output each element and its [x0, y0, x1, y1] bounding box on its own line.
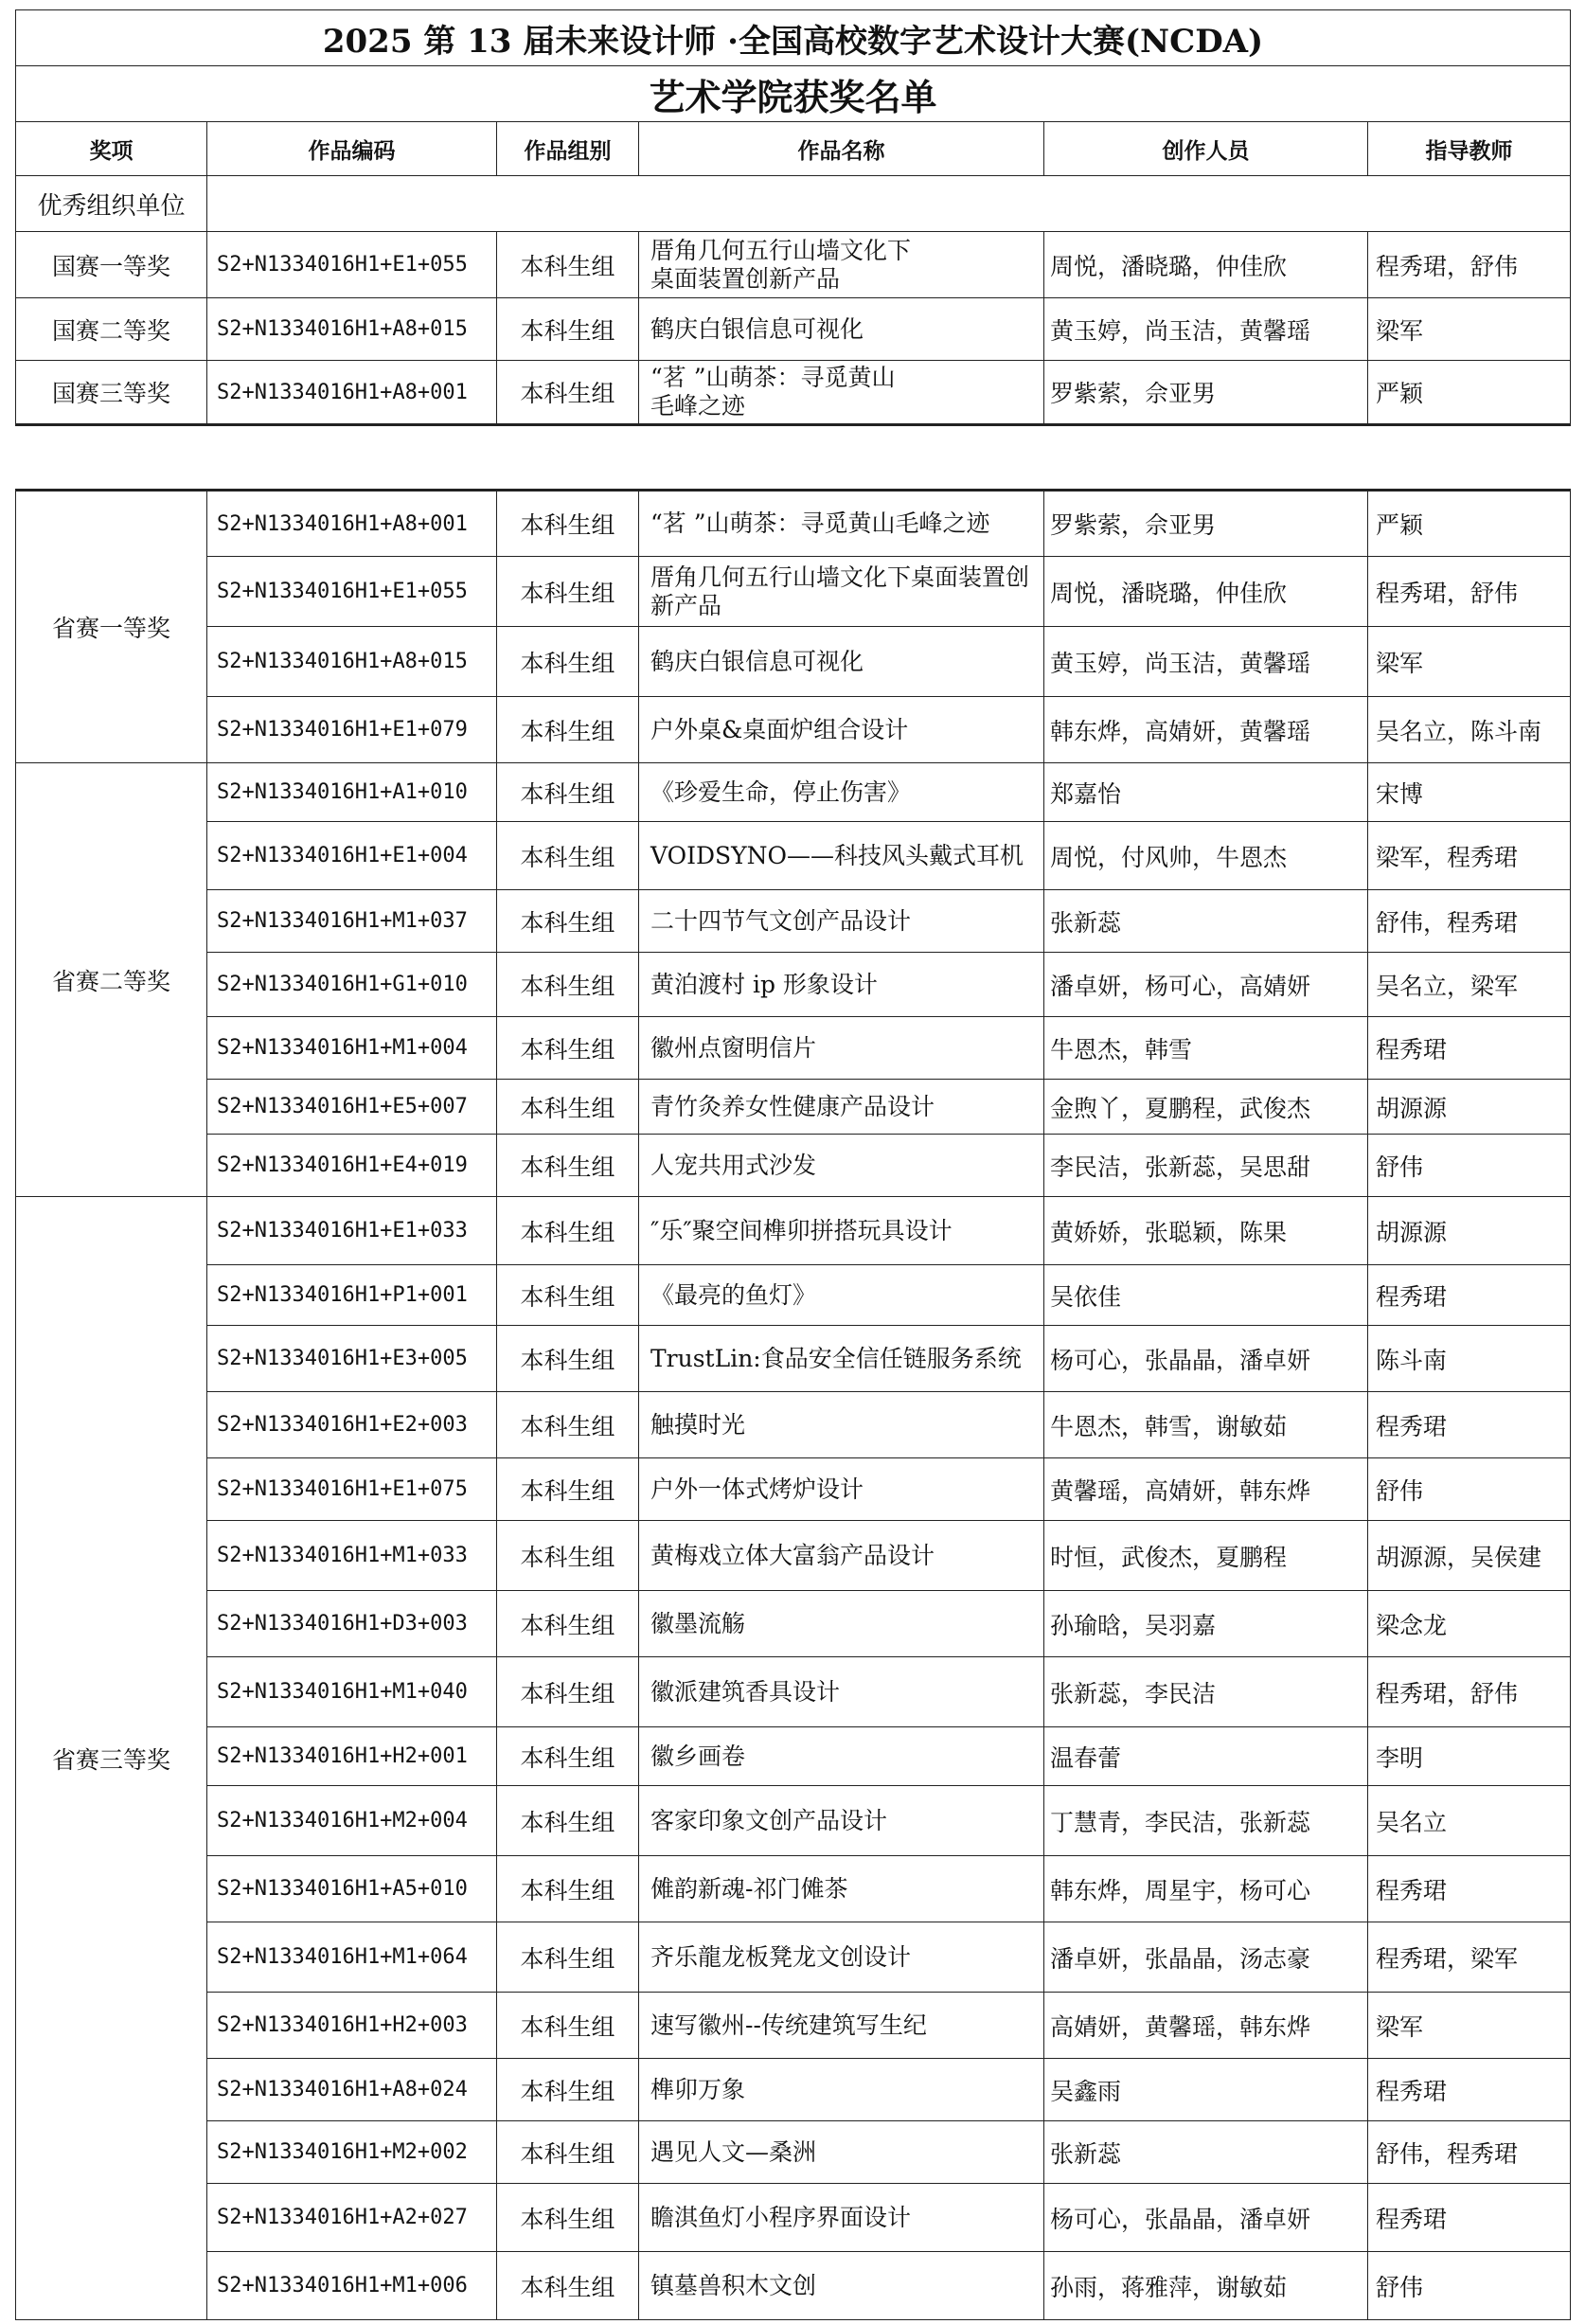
work-code: S2+N1334016H1+P1+001 [207, 1265, 497, 1326]
header-people: 创作人员 [1044, 122, 1368, 176]
work-group: 本科生组 [497, 557, 639, 627]
work-title: 青竹灸养女性健康产品设计 [639, 1080, 1044, 1135]
table-row [16, 822, 1571, 890]
work-group: 本科生组 [497, 1197, 639, 1265]
work-code: S2+N1334016H1+E2+003 [207, 1392, 497, 1458]
section-gap [16, 425, 1571, 491]
work-creators: 黄馨瑶，高婧妍，韩东烨 [1044, 1458, 1368, 1521]
work-code: S2+N1334016H1+A5+010 [207, 1856, 497, 1922]
work-creators: 张新蕊，李民洁 [1044, 1657, 1368, 1727]
work-title: 徽墨流觞 [639, 1591, 1044, 1657]
table-row [16, 763, 1571, 822]
table-row [16, 953, 1571, 1017]
work-code: S2+N1334016H1+A8+024 [207, 2059, 497, 2121]
table-row [16, 557, 1571, 627]
work-title: 镇墓兽积木文创 [639, 2252, 1044, 2320]
work-creators: 黄娇娇，张聪颖，陈果 [1044, 1197, 1368, 1265]
work-creators: 张新蕊 [1044, 890, 1368, 953]
work-advisors: 严颖 [1368, 491, 1571, 557]
header-code: 作品编码 [207, 122, 497, 176]
work-advisors: 胡源源 [1368, 1197, 1571, 1265]
work-code: S2+N1334016H1+E3+005 [207, 1326, 497, 1392]
work-advisors: 梁军 [1368, 298, 1571, 361]
work-group: 本科生组 [497, 1657, 639, 1727]
work-advisors: 胡源源 [1368, 1080, 1571, 1135]
work-creators: 吴鑫雨 [1044, 2059, 1368, 2121]
table-row [16, 1856, 1571, 1922]
header-teacher: 指导教师 [1368, 122, 1571, 176]
work-creators: 温春蕾 [1044, 1727, 1368, 1786]
work-code: S2+N1334016H1+E5+007 [207, 1080, 497, 1135]
work-title: 客家印象文创产品设计 [639, 1786, 1044, 1856]
work-code: S2+N1334016H1+A8+001 [207, 361, 497, 425]
work-group: 本科生组 [497, 2059, 639, 2121]
work-title: VOIDSYNO——科技风头戴式耳机 [639, 822, 1044, 890]
work-title: 速写徽州--传统建筑写生纪 [639, 1993, 1044, 2059]
award-level: 省赛一等奖 [16, 491, 207, 763]
work-creators: 时恒，武俊杰，夏鹏程 [1044, 1521, 1368, 1591]
work-title: 鹤庆白银信息可视化 [639, 627, 1044, 697]
work-creators: 吴依佳 [1044, 1265, 1368, 1326]
work-title: 《最亮的鱼灯》 [639, 1265, 1044, 1326]
work-creators: 潘卓妍，张晶晶，汤志豪 [1044, 1922, 1368, 1993]
work-advisors: 程秀珺 [1368, 1017, 1571, 1080]
work-group: 本科生组 [497, 1993, 639, 2059]
work-title: 徽乡画卷 [639, 1727, 1044, 1786]
work-advisors: 程秀珺，梁军 [1368, 1922, 1571, 1993]
work-title: 傩韵新魂-祁门傩茶 [639, 1856, 1044, 1922]
work-group: 本科生组 [497, 2184, 639, 2252]
table-row [16, 232, 1571, 298]
work-advisors: 舒伟，程秀珺 [1368, 890, 1571, 953]
work-title: 二十四节气文创产品设计 [639, 890, 1044, 953]
work-advisors: 宋博 [1368, 763, 1571, 822]
work-title: 《珍爱生命，停止伤害》 [639, 763, 1044, 822]
work-creators: 郑嘉怡 [1044, 763, 1368, 822]
work-title: 徽州点窗明信片 [639, 1017, 1044, 1080]
work-creators: 潘卓妍，杨可心，高婧妍 [1044, 953, 1368, 1017]
work-advisors: 吴名立，梁军 [1368, 953, 1571, 1017]
work-group: 本科生组 [497, 2252, 639, 2320]
header-award: 奖项 [16, 122, 207, 176]
work-advisors: 程秀珺 [1368, 1392, 1571, 1458]
work-group: 本科生组 [497, 232, 639, 298]
work-creators: 周悦，付风帅，牛恩杰 [1044, 822, 1368, 890]
work-title: 触摸时光 [639, 1392, 1044, 1458]
header-row [16, 122, 1571, 176]
work-advisors: 严颖 [1368, 361, 1571, 425]
work-creators: 李民洁，张新蕊，吴思甜 [1044, 1135, 1368, 1197]
org-award-value [207, 176, 1571, 232]
work-group: 本科生组 [497, 1017, 639, 1080]
work-creators: 杨可心，张晶晶，潘卓妍 [1044, 2184, 1368, 2252]
table-row [16, 1265, 1571, 1326]
work-creators: 张新蕊 [1044, 2121, 1368, 2184]
work-code: S2+N1334016H1+A8+001 [207, 491, 497, 557]
work-code: S2+N1334016H1+E1+004 [207, 822, 497, 890]
work-code: S2+N1334016H1+E1+055 [207, 557, 497, 627]
work-advisors: 舒伟 [1368, 2252, 1571, 2320]
work-title: 徽派建筑香具设计 [639, 1657, 1044, 1727]
work-code: S2+N1334016H1+E1+079 [207, 697, 497, 763]
work-advisors: 程秀珺，舒伟 [1368, 1657, 1571, 1727]
table-row [16, 1657, 1571, 1727]
table-row [16, 1326, 1571, 1392]
work-group: 本科生组 [497, 1135, 639, 1197]
work-group: 本科生组 [497, 1265, 639, 1326]
table-row [16, 491, 1571, 557]
award-level: 国赛二等奖 [16, 298, 207, 361]
table-row [16, 2252, 1571, 2320]
work-code: S2+N1334016H1+A1+010 [207, 763, 497, 822]
work-title: TrustLin:食品安全信任链服务系统 [639, 1326, 1044, 1392]
work-advisors: 程秀珺，舒伟 [1368, 232, 1571, 298]
work-advisors: 吴名立，陈斗南 [1368, 697, 1571, 763]
work-code: S2+N1334016H1+M2+004 [207, 1786, 497, 1856]
work-title: 户外桌&桌面炉组合设计 [639, 697, 1044, 763]
work-code: S2+N1334016H1+E1+055 [207, 232, 497, 298]
work-advisors: 程秀珺 [1368, 1265, 1571, 1326]
document-title: 2025 第 13 届未来设计师 ·全国高校数字艺术设计大赛(NCDA) [16, 10, 1571, 66]
work-group: 本科生组 [497, 1521, 639, 1591]
work-creators: 牛恩杰，韩雪 [1044, 1017, 1368, 1080]
table-row [16, 697, 1571, 763]
work-group: 本科生组 [497, 1392, 639, 1458]
work-advisors: 程秀珺，舒伟 [1368, 557, 1571, 627]
work-creators: 孙瑜晗，吴羽嘉 [1044, 1591, 1368, 1657]
work-code: S2+N1334016H1+A8+015 [207, 298, 497, 361]
work-group: 本科生组 [497, 1326, 639, 1392]
work-title: 人宠共用式沙发 [639, 1135, 1044, 1197]
work-code: S2+N1334016H1+M1+006 [207, 2252, 497, 2320]
work-title: 厝角几何五行山墙文化下 桌面装置创新产品 [639, 232, 1044, 298]
work-creators: 丁慧青，李民洁，张新蕊 [1044, 1786, 1368, 1856]
award-table [15, 9, 1571, 2320]
org-award-label: 优秀组织单位 [16, 176, 207, 232]
work-group: 本科生组 [497, 2121, 639, 2184]
work-code: S2+N1334016H1+H2+003 [207, 1993, 497, 2059]
work-advisors: 胡源源，吴侯建 [1368, 1521, 1571, 1591]
work-code: S2+N1334016H1+M1+033 [207, 1521, 497, 1591]
table-row [16, 298, 1571, 361]
table-row [16, 627, 1571, 697]
work-advisors: 程秀珺 [1368, 2184, 1571, 2252]
work-group: 本科生组 [497, 1591, 639, 1657]
work-title: 厝角几何五行山墙文化下桌面装置创 新产品 [639, 557, 1044, 627]
org-award-row [16, 176, 1571, 232]
work-code: S2+N1334016H1+G1+010 [207, 953, 497, 1017]
table-row [16, 1521, 1571, 1591]
table-row [16, 1727, 1571, 1786]
table-row [16, 2184, 1571, 2252]
work-title: “茗 ”山萌茶：寻觅黄山毛峰之迹 [639, 491, 1044, 557]
work-advisors: 吴名立 [1368, 1786, 1571, 1856]
work-creators: 周悦，潘晓璐，仲佳欣 [1044, 557, 1368, 627]
work-group: 本科生组 [497, 298, 639, 361]
work-code: S2+N1334016H1+A8+015 [207, 627, 497, 697]
table-row [16, 1135, 1571, 1197]
table-row [16, 890, 1571, 953]
award-list-sheet [15, 9, 1570, 2320]
award-level: 国赛三等奖 [16, 361, 207, 425]
table-row [16, 1080, 1571, 1135]
work-group: 本科生组 [497, 1727, 639, 1786]
work-creators: 牛恩杰，韩雪，谢敏茹 [1044, 1392, 1368, 1458]
work-advisors: 梁念龙 [1368, 1591, 1571, 1657]
work-code: S2+N1334016H1+M1+040 [207, 1657, 497, 1727]
work-code: S2+N1334016H1+E4+019 [207, 1135, 497, 1197]
table-row [16, 1017, 1571, 1080]
work-title: 户外一体式烤炉设计 [639, 1458, 1044, 1521]
work-group: 本科生组 [497, 890, 639, 953]
work-title: 遇见人文—桑洲 [639, 2121, 1044, 2184]
table-row [16, 2059, 1571, 2121]
work-advisors: 梁军，程秀珺 [1368, 822, 1571, 890]
work-creators: 高婧妍，黄馨瑶，韩东烨 [1044, 1993, 1368, 2059]
work-advisors: 梁军 [1368, 627, 1571, 697]
work-creators: 罗紫萦，佘亚男 [1044, 491, 1368, 557]
table-row [16, 1993, 1571, 2059]
work-group: 本科生组 [497, 361, 639, 425]
work-group: 本科生组 [497, 697, 639, 763]
table-row [16, 1392, 1571, 1458]
work-group: 本科生组 [497, 1080, 639, 1135]
work-code: S2+N1334016H1+D3+003 [207, 1591, 497, 1657]
header-title: 作品名称 [639, 122, 1044, 176]
work-title: 榫卯万象 [639, 2059, 1044, 2121]
work-creators: 金煦丫，夏鹏程，武俊杰 [1044, 1080, 1368, 1135]
table-row [16, 1786, 1571, 1856]
work-group: 本科生组 [497, 1458, 639, 1521]
work-advisors: 陈斗南 [1368, 1326, 1571, 1392]
work-group: 本科生组 [497, 953, 639, 1017]
work-group: 本科生组 [497, 627, 639, 697]
award-level: 省赛二等奖 [16, 763, 207, 1197]
table-row [16, 1922, 1571, 1993]
work-title: 鹤庆白银信息可视化 [639, 298, 1044, 361]
work-creators: 韩东烨，高婧妍，黄馨瑶 [1044, 697, 1368, 763]
work-title: 黄梅戏立体大富翁产品设计 [639, 1521, 1044, 1591]
work-advisors: 舒伟，程秀珺 [1368, 2121, 1571, 2184]
work-title: 瞻淇鱼灯小程序界面设计 [639, 2184, 1044, 2252]
work-group: 本科生组 [497, 1922, 639, 1993]
table-row [16, 1591, 1571, 1657]
work-advisors: 舒伟 [1368, 1458, 1571, 1521]
work-code: S2+N1334016H1+M1+064 [207, 1922, 497, 1993]
work-title: “茗 ”山萌茶：寻觅黄山 毛峰之迹 [639, 361, 1044, 425]
header-group: 作品组别 [497, 122, 639, 176]
award-level: 国赛一等奖 [16, 232, 207, 298]
work-group: 本科生组 [497, 1856, 639, 1922]
table-row [16, 1197, 1571, 1265]
work-creators: 黄玉婷，尚玉洁，黄馨瑶 [1044, 298, 1368, 361]
document-subtitle: 艺术学院获奖名单 [16, 66, 1571, 122]
table-row [16, 361, 1571, 425]
work-title: 黄泊渡村 ip 形象设计 [639, 953, 1044, 1017]
work-advisors: 李明 [1368, 1727, 1571, 1786]
work-group: 本科生组 [497, 822, 639, 890]
work-advisors: 程秀珺 [1368, 2059, 1571, 2121]
section-gap-cell [16, 425, 1571, 491]
work-advisors: 程秀珺 [1368, 1856, 1571, 1922]
award-level: 省赛三等奖 [16, 1197, 207, 2320]
work-group: 本科生组 [497, 763, 639, 822]
work-advisors: 梁军 [1368, 1993, 1571, 2059]
work-creators: 周悦，潘晓璐，仲佳欣 [1044, 232, 1368, 298]
table-row [16, 1458, 1571, 1521]
work-code: S2+N1334016H1+E1+033 [207, 1197, 497, 1265]
work-creators: 罗紫萦，佘亚男 [1044, 361, 1368, 425]
work-code: S2+N1334016H1+M1+004 [207, 1017, 497, 1080]
table-row [16, 2121, 1571, 2184]
work-creators: 孙雨，蒋雅萍，谢敏茹 [1044, 2252, 1368, 2320]
work-group: 本科生组 [497, 491, 639, 557]
work-creators: 黄玉婷，尚玉洁，黄馨瑶 [1044, 627, 1368, 697]
work-title: ″乐″聚空间榫卯拼搭玩具设计 [639, 1197, 1044, 1265]
work-creators: 韩东烨，周星宇，杨可心 [1044, 1856, 1368, 1922]
work-title: 齐乐龍龙板凳龙文创设计 [639, 1922, 1044, 1993]
work-code: S2+N1334016H1+E1+075 [207, 1458, 497, 1521]
work-advisors: 舒伟 [1368, 1135, 1571, 1197]
work-creators: 杨可心，张晶晶，潘卓妍 [1044, 1326, 1368, 1392]
work-code: S2+N1334016H1+M2+002 [207, 2121, 497, 2184]
work-group: 本科生组 [497, 1786, 639, 1856]
work-code: S2+N1334016H1+A2+027 [207, 2184, 497, 2252]
work-code: S2+N1334016H1+H2+001 [207, 1727, 497, 1786]
work-code: S2+N1334016H1+M1+037 [207, 890, 497, 953]
